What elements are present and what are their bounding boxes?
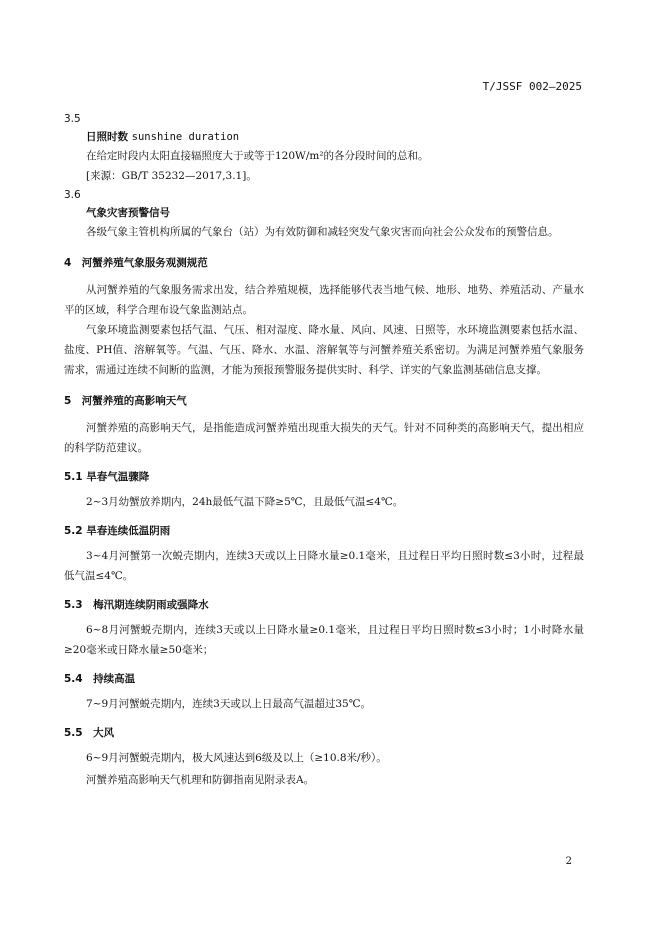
section-5-1-heading: 5.1 旱春气温骤降: [64, 471, 150, 483]
section-5-2-text: 3~4月河蟹第一次蜕壳期内，连续3天或以上日降水量≥0.1毫米，且过程日平均日照时数≤3小时，过程最低气温≤4℃。: [64, 550, 584, 582]
section-4-paragraph-1: 从河蟹养殖的气象服务需求出发，结合养殖规模，选择能够代表当地气候、地形、地势、养殖活动、产量水平的区域，科学合理布设气象监测站点。: [64, 284, 584, 316]
section-4-heading: 4 河蟹养殖气象服务观测规范: [64, 257, 208, 269]
clause-number-3-5: 3.5: [64, 113, 81, 125]
document-body: [64, 110, 584, 790]
section-5-paragraph-1: 河蟹养殖的高影响天气，是指能造成河蟹养殖出现重大损失的天气。针对不同种类的高影响天气，提出相应的科学防范建议。: [64, 422, 584, 454]
definition-3-6: 各级气象主管机构所属的气象台（站）为有效防御和减轻突发气象灾害而向社会公众发布的预警信息。: [86, 226, 559, 238]
section-5-2-heading: 5.2 旱春连续低温阴雨: [64, 525, 171, 537]
page-number: 2: [565, 856, 572, 867]
section-5-4-heading: 5.4 持续高温: [64, 673, 136, 685]
section-5-1-text: 2~3月幼蟹放养期内，24h最低气温下降≥5℃，且最低气温≤4℃。: [86, 496, 404, 508]
term-3-5: [86, 128, 584, 146]
source-3-5: [来源：GB/T 35232—2017,3.1]。: [86, 170, 257, 182]
section-5-3-text: 6~8月河蟹蜕壳期内，连续3天或以上日降水量≥0.1毫米，且过程日平均日照时数≤3小时；1小时降水量≥20毫米或日降水量≥50毫米；: [64, 624, 584, 656]
section-5-5-heading: 5.5 大风: [64, 727, 115, 739]
term-3-5-cn: 日照时数: [86, 131, 128, 143]
section-5-5-text: 6~9月河蟹蜕壳期内，极大风速达到6级及以上（≥10.8米/秒）。: [86, 752, 387, 764]
section-5-4-text: 7~9月河蟹蜕壳期内，连续3天或以上日最高气温超过35℃。: [86, 698, 371, 710]
definition-3-5: 在给定时段内太阳直接辐照度大于或等于120W/m²的各分段时间的总和。: [86, 150, 429, 162]
term-3-6-cn: 气象灾害预警信号: [86, 207, 170, 219]
standard-code: T/JSSF 002—2025: [482, 80, 582, 93]
term-3-6: [86, 204, 584, 222]
section-5-heading: 5 河蟹养殖的高影响天气: [64, 395, 187, 407]
section-5-5-note: 河蟹养殖高影响天气机理和防御指南见附录表A。: [86, 774, 315, 786]
section-5-3-heading: 5.3 梅汛期连续阴雨或强降水: [64, 599, 209, 611]
term-3-5-en: sunshine duration: [131, 131, 240, 143]
clause-number-3-6: 3.6: [64, 189, 81, 201]
section-4-paragraph-2: 气象环境监测要素包括气温、气压、相对湿度、降水量、风向、风速、日照等，水环境监测要素包括水温、盐度、PH值、溶解氧等。气温、气压、降水、水温、溶解氧等与河蟹养殖关系密切。为满足河蟹养殖气象服务需求，需通过连续不间断的监测，才能为预报预警服务提供实时、科学、详实的气象监测基础信息支撑。: [64, 324, 584, 376]
